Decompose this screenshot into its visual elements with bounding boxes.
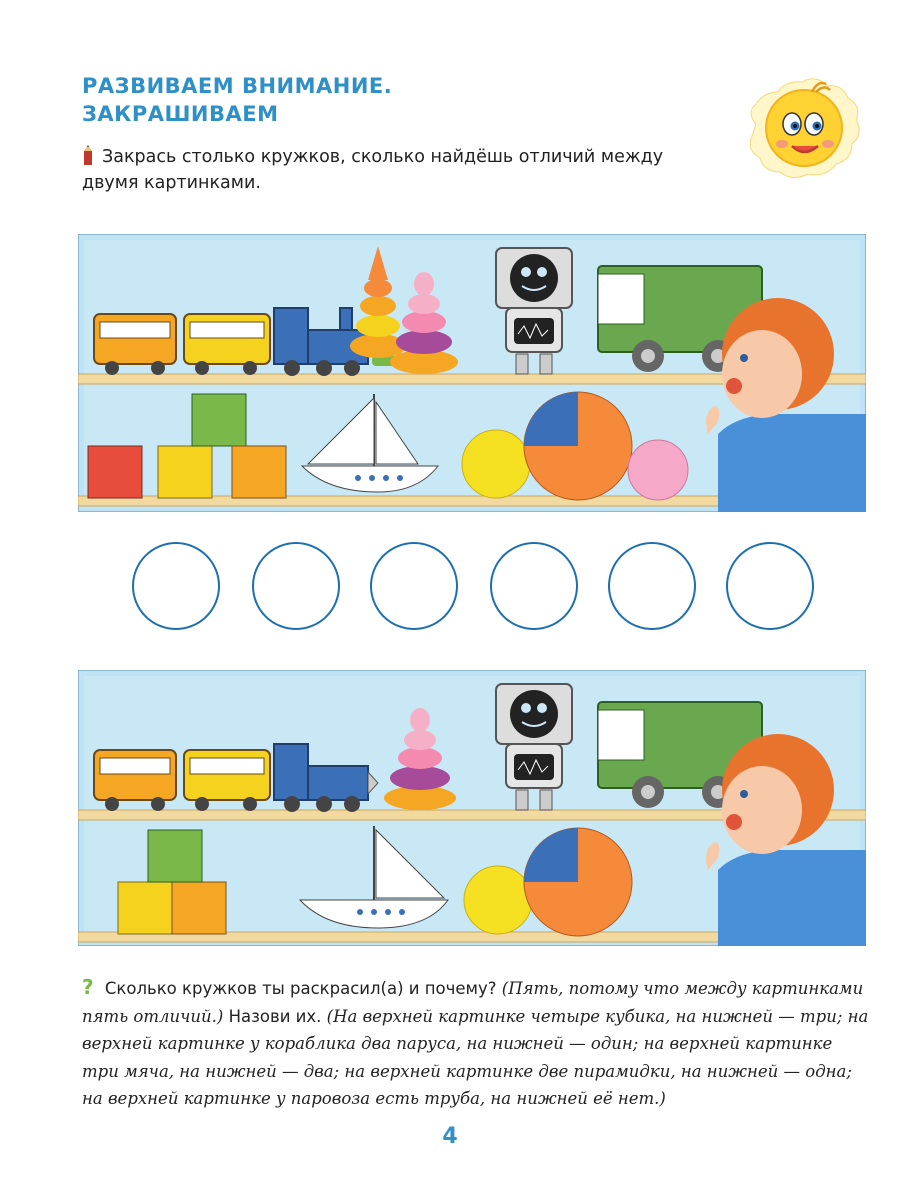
bottom-picture <box>78 670 866 946</box>
answer-circle-3[interactable] <box>370 542 458 630</box>
answer-circle-6[interactable] <box>726 542 814 630</box>
top-picture <box>78 234 866 512</box>
answer-circle-2[interactable] <box>252 542 340 630</box>
answer-circle-4[interactable] <box>490 542 578 630</box>
answer-circle-5[interactable] <box>608 542 696 630</box>
task-text: Закрась столько кружков, сколько найдёшь отличий между двумя картинками. <box>82 147 664 193</box>
question-mark-icon: ? <box>82 975 94 999</box>
answer-circle-1[interactable] <box>132 542 220 630</box>
title-line-1: РАЗВИВАЕМ ВНИМАНИЕ. <box>82 74 393 98</box>
question-prompt-2: Назови их. <box>228 1006 322 1026</box>
pencil-icon <box>82 145 94 165</box>
answer-circles <box>132 542 832 634</box>
question-prompt: Сколько кружков ты раскрасил(а) и почему? <box>104 979 497 998</box>
answer-differences: (На верхней картинке четыре кубика, на нижней — три; на верхней картинке у кораблика два паруса, на нижней — один; на верхней картинке три мяча, на нижней — два; на верхней картинке две пирамидки, на нижней — одна; на верхней картинке у паровоза есть труба, на нижней её нет.) <box>82 1006 869 1108</box>
title-line-2: ЗАКРАШИВАЕМ <box>82 102 279 126</box>
page-number: 4 <box>442 1124 458 1149</box>
answer-count: (Пять, потому что между картинками пять отличий.) <box>82 979 864 1026</box>
smiling-sun-icon <box>742 62 864 184</box>
question-block <box>82 974 872 1113</box>
page-title <box>82 72 392 128</box>
task-instruction <box>82 144 707 196</box>
